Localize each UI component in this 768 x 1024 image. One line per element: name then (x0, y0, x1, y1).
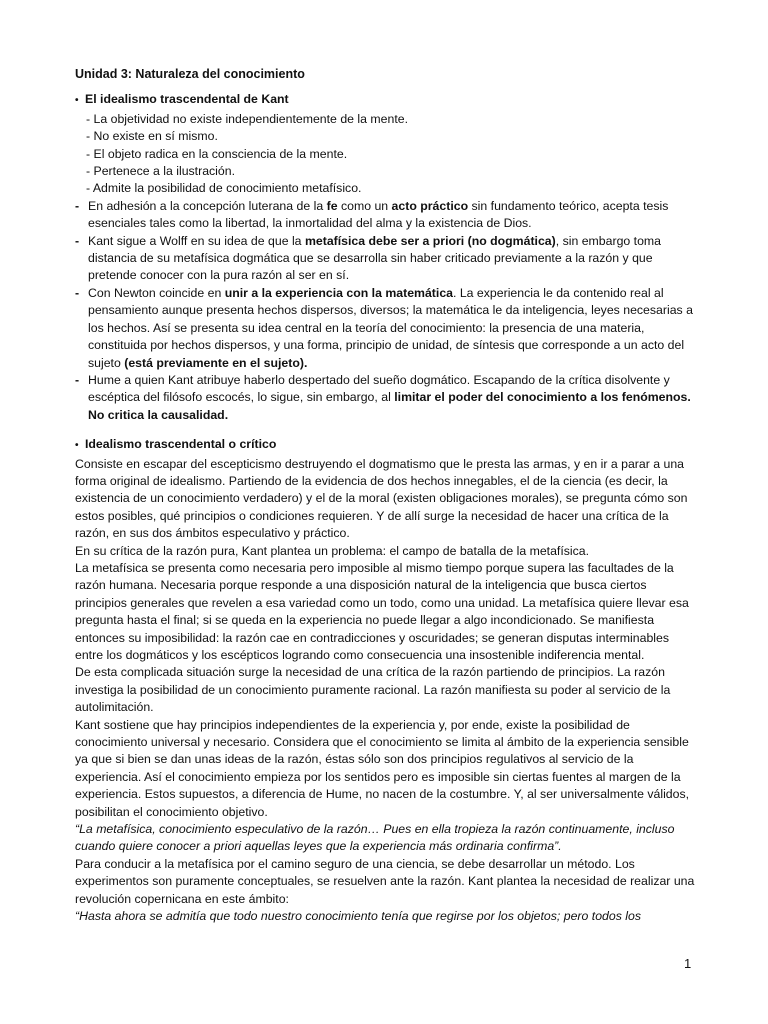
quote: “La metafísica, conocimiento especulativo de la razón… Pues en ella tropieza la razón continuamente, incluso cuando quiere conocer a priori aquellas leyes que la experiencia más ordinaria confirma”. (75, 822, 675, 854)
paragraph: De esta complicada situación surge la necesidad de una crítica de la razón partiendo de principios. La razón investiga la posibilidad de un conocimiento puramente racional. La razón manifiesta su poder al servicio de la autolimitación. (75, 665, 671, 715)
dash-icon: - (75, 372, 80, 387)
section-heading-text: El idealismo trascendental de Kant (85, 92, 289, 107)
list-item-text: Hume a quien Kant atribuye haberlo despertado del sueño dogmático. Escapando de la crítica disolvente y escéptica del filósofo escocés, lo sigue, sin embargo, al limitar el poder del conocimiento a los fenómenos. No critica la causalidad. (88, 372, 691, 422)
page-number: 1 (684, 956, 692, 971)
dash-icon: - (75, 198, 80, 213)
dash-icon: - (75, 285, 80, 300)
page-title: Unidad 3: Naturaleza del conocimiento (75, 67, 305, 81)
list-item-text: Con Newton coincide en unir a la experiencia con la matemática. La experiencia le da contenido real al pensamiento aunque presenta hechos dispersos, diversos; la matemática le da inteligencia, leyes necesarias a los hechos. Así se presenta su idea central en la teoría del conocimiento: la presencia de una materia, constituida por hechos dispersos, y una forma, principio de unidad, de síntesis que corresponde a un acto del sujeto (está previamente en el sujeto). (88, 285, 693, 370)
list-item: - Pertenece a la ilustración. (86, 164, 236, 179)
bullet-icon: • (75, 95, 79, 107)
section-heading-critico (75, 436, 695, 454)
section-heading-text: Idealismo trascendental o crítico (85, 437, 277, 452)
list-item-newton (75, 285, 695, 372)
list-item-hume (75, 372, 695, 424)
section-heading-kant (75, 91, 695, 109)
paragraph: Kant sostiene que hay principios independientes de la experiencia y, por ende, existe la posibilidad de conocimiento universal y necesario. Considera que el conocimiento se limita al ámbito de la experiencia sensible ya que si bien se dan unas ideas de la razón, éstas sólo son dos principios regulativos al servicio de la experiencia. Así el conocimiento empieza por los sentidos pero es imposible sin ciertas fuentes al margen de la experiencia. Estos supuestos, a diferencia de Hume, no nacen de la costumbre. Y, al ser universalmente válidos, posibilitan el conocimiento objetivo. (75, 717, 690, 819)
list-item-text: En adhesión a la concepción luterana de la fe como un acto práctico sin fundamento teórico, acepta tesis esenciales tales como la libertad, la inmortalidad del alma y la existencia de Dios. (88, 198, 669, 231)
page-content (75, 66, 695, 926)
list-item-text: Kant sigue a Wolff en su idea de que la metafísica debe ser a priori (no dogmática), sin embargo toma distancia de su metafísica dogmática que se desarrolla sin haber criticado previamente a la razón y que pretende conocer con la pura razón al ser en sí. (88, 233, 662, 283)
list-item-luther (75, 198, 695, 233)
paragraph: En su crítica de la razón pura, Kant plantea un problema: el campo de batalla de la metafísica. (75, 543, 590, 558)
list-item: - La objetividad no existe independientemente de la mente. (86, 111, 408, 126)
paragraph: Para conducir a la metafísica por el camino seguro de una ciencia, se debe desarrollar un método. Los experimentos son puramente conceptuales, se resuelven ante la razón. Kant plantea la necesidad de realizar una revolución copernicana en este ámbito: (75, 856, 695, 906)
list-item: - Admite la posibilidad de conocimiento metafísico. (86, 181, 362, 196)
quote: “Hasta ahora se admitía que todo nuestro conocimiento tenía que regirse por los objetos; pero todos los (75, 909, 641, 924)
list-item: - No existe en sí mismo. (86, 129, 218, 144)
paragraph: Consiste en escapar del escepticismo destruyendo el dogmatismo que le presta las armas, y en ir a parar a una forma original de idealismo. Partiendo de la evidencia de dos hechos innegables, el de la ciencia (es decir, la existencia de un conocimiento verdadero) y el de la moral (existen obligaciones morales), se pregunta cómo son estos posibles, qué principios o condiciones requieren. Y de allí surge la necesidad de hacer una crítica de la razón, en sus dos ámbitos especulativo y práctico. (75, 456, 688, 541)
list-item: - El objeto radica en la consciencia de la mente. (86, 146, 348, 161)
bullet-icon: • (75, 440, 79, 452)
paragraph: La metafísica se presenta como necesaria pero imposible al mismo tiempo porque supera las facultades de la razón humana. Necesaria porque responde a una disposición natural de la inteligencia que busca ciertos principios generales que revelen a esa variedad como un todo, como una unidad. La metafísica quiere llevar esa pregunta hasta el final; si se queda en la experiencia no puede llegar a algo incondicionado. Se manifiesta entonces su imposibilidad: la razón cae en contradicciones y oscuridades; se generan disputas interminables entre los dogmáticos y los escépticos logrando como consecuencia una insostenible indiferencia mental. (75, 560, 689, 662)
list-item-wolff (75, 233, 695, 285)
dash-icon: - (75, 233, 80, 248)
